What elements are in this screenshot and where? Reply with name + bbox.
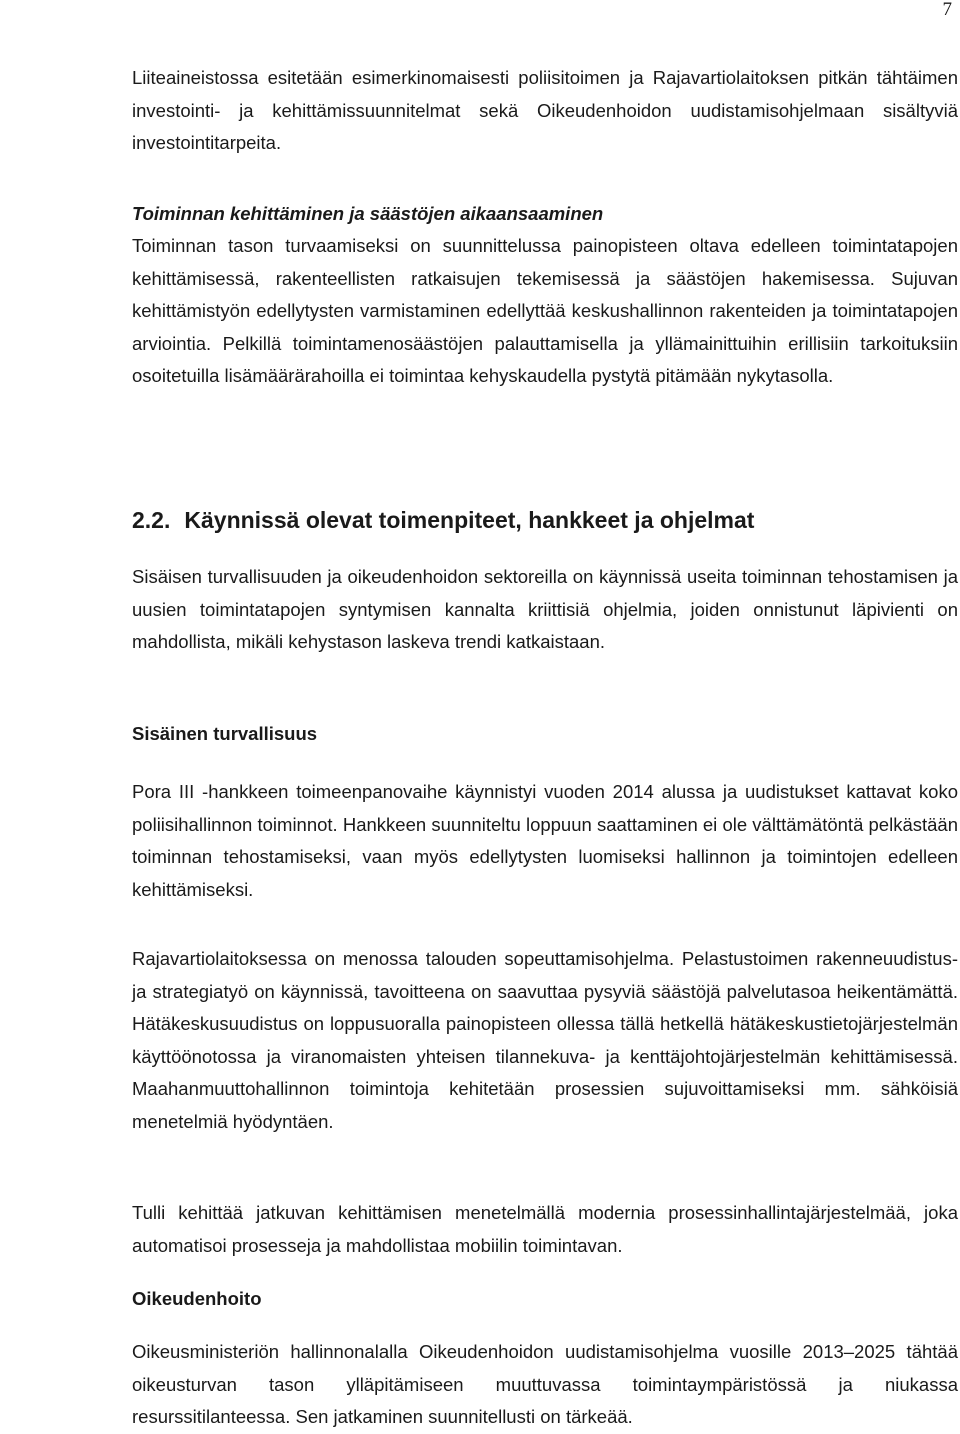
intro-paragraph: Liiteaineistossa esitetään esimerkinomaisesti poliisitoimen ja Rajavartiolaitoksen pitkän tähtäimen investointi- ja kehittämissuunnitelmat sekä Oikeudenhoidon uudistamisohjelmaan sisältyviä investointitarpeita.	[132, 67, 958, 154]
rajavartiolaitos-paragraph: Rajavartiolaitoksessa on menossa talouden sopeuttamisohjelma. Pelastustoimen rakenneuudistus- ja strategiatyö on käynnissä, tavoitteena on saavuttaa pysyviä säästöjä palvelutasoa heikentämättä. Hätäkeskusuudistus on loppusuoralla painopisteen ollessa tällä hetkellä hätäkeskustietojärjestelmän käyttöönotossa ja viranomaisten yhteisen tilannekuva- ja kenttäjohtojärjestelmän kehittämisessä. Maahanmuuttohallinnon toimintoja kehitetään prosessien sujuvoittamiseksi mm. sähköisiä menetelmiä hyödyntäen.	[132, 948, 958, 1132]
toiminnan-heading: Toiminnan kehittäminen ja säästöjen aikaansaaminen	[132, 203, 604, 224]
sisainen-turvallisuus-heading: Sisäinen turvallisuus	[132, 723, 318, 744]
oikeudenhoito-heading: Oikeudenhoito	[132, 1288, 262, 1309]
tulli-paragraph: Tulli kehittää jatkuvan kehittämisen menetelmällä modernia prosessinhallintajärjestelmää, joka automatisoi prosesseja ja mahdollistaa mobiilin toimintavan.	[132, 1202, 958, 1256]
section-title: Käynnissä olevat toimenpiteet, hankkeet ja ohjelmat	[184, 507, 755, 533]
pora-paragraph: Pora III -hankkeen toimeenpanovaihe käynnistyi vuoden 2014 alussa ja uudistukset kattavat koko poliisihallinnon toiminnot. Hankkeen suunniteltu loppuun saattaminen ei ole välttämätöntä pelkästään toiminnan tehostamiseksi, vaan myös edellytysten luomiseksi hallinnon ja toimintojen edelleen kehittämiseksi.	[132, 781, 958, 900]
toiminnan-paragraph: Toiminnan tason turvaamiseksi on suunnittelussa painopisteen oltava edelleen toimintatapojen kehittämisessä, rakenteellisten ratkaisujen tekemisessä ja säästöjen hakemisessa. Sujuvan kehittämistyön edellytysten varmistaminen edellyttää keskushallinnon rakenteiden ja toimintatapojen arviointia. Pelkillä toimintamenosäästöjen palauttamisella ja yllämainittuihin erillisiin tarkoituksiin osoitetuilla lisämäärärahoilla ei toimintaa kehyskaudella pystytä pitämään nykytasolla.	[132, 235, 958, 387]
section-heading-2-2	[132, 505, 754, 535]
section-2-2-paragraph: Sisäisen turvallisuuden ja oikeudenhoidon sektoreilla on käynnissä useita toiminnan tehostamisen ja uusien toimintatapojen syntymisen kannalta kriittisiä ohjelmia, joiden onnistunut läpivienti on mahdollista, mikäli kehystason laskeva trendi katkaistaan.	[132, 566, 958, 653]
oikeudenhoito-paragraph: Oikeusministeriön hallinnonalalla Oikeudenhoidon uudistamisohjelma vuosille 2013–2025 tähtää oikeusturvan tason ylläpitämiseen muuttuvassa toimintaympäristössä ja niukassa resurssitilanteessa. Sen jatkaminen suunnitellusti on tärkeää.	[132, 1341, 958, 1428]
section-number: 2.2.	[132, 507, 171, 533]
page-number: 7	[942, 0, 952, 20]
